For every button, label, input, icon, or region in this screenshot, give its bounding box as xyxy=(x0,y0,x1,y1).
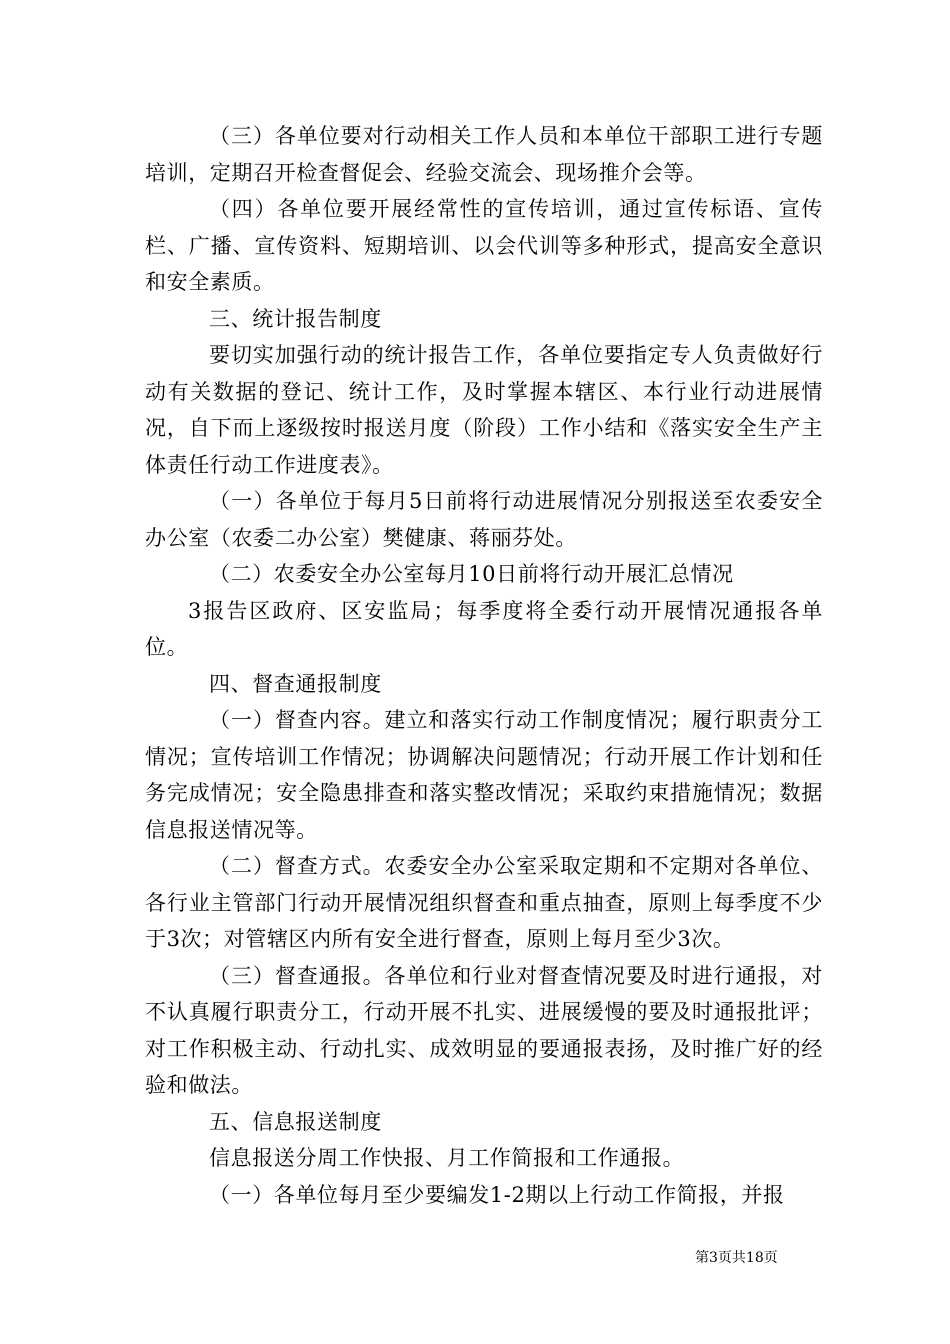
paragraph: 要切实加强行动的统计报告工作，各单位要指定专人负责做好行动有关数据的登记、统计工作，及时掌握本辖区、本行业行动进展情况，自下而上逐级按时报送月度（阶段）工作小结和《落实安全生产主体责任行动工作进度表》。 xyxy=(145,343,823,477)
document-body xyxy=(145,118,823,1213)
paragraph: （三）督查通报。各单位和行业对督查情况要及时进行通报，对不认真履行职责分工，行动开展不扎实、进展缓慢的要及时通报批评；对工作积极主动、行动扎实、成效明显的要通报表扬，及时推广好的经验和做法。 xyxy=(145,963,823,1097)
paragraph: （一）督查内容。建立和落实行动工作制度情况；履行职责分工情况；宣传培训工作情况；协调解决问题情况；行动开展工作计划和任务完成情况；安全隐患排查和落实整改情况；采取约束措施情况；数据信息报送情况等。 xyxy=(145,708,823,842)
page-footer: 第3页共18页 xyxy=(695,1250,778,1266)
paragraph: 五、信息报送制度 xyxy=(209,1109,382,1134)
paragraph: （二）督查方式。农委安全办公室采取定期和不定期对各单位、各行业主管部门行动开展情况组织督查和重点抽查，原则上每季度不少于3次；对管辖区内所有安全进行督查，原则上每月至少3次。 xyxy=(145,854,823,951)
paragraph: 3报告区政府、区安监局；每季度将全委行动开展情况通报各单位。 xyxy=(145,598,823,659)
paragraph: 三、统计报告制度 xyxy=(209,306,382,331)
paragraph: 四、督查通报制度 xyxy=(209,671,382,696)
paragraph: （一）各单位每月至少要编发1-2期以上行动工作简报，并报 xyxy=(209,1182,785,1207)
paragraph: （四）各单位要开展经常性的宣传培训，通过宣传标语、宣传栏、广播、宣传资料、短期培训、以会代训等多种形式，提高安全意识和安全素质。 xyxy=(145,197,823,294)
paragraph: （一）各单位于每月5日前将行动进展情况分别报送至农委安全办公室（农委二办公室）樊健康、蒋丽芬处。 xyxy=(145,489,823,550)
paragraph: （三）各单位要对行动相关工作人员和本单位干部职工进行专题培训，定期召开检查督促会、经验交流会、现场推介会等。 xyxy=(145,124,823,185)
paragraph: 信息报送分周工作快报、月工作简报和工作通报。 xyxy=(209,1146,685,1170)
paragraph: （二）农委安全办公室每月10日前将行动开展汇总情况 xyxy=(209,562,734,586)
